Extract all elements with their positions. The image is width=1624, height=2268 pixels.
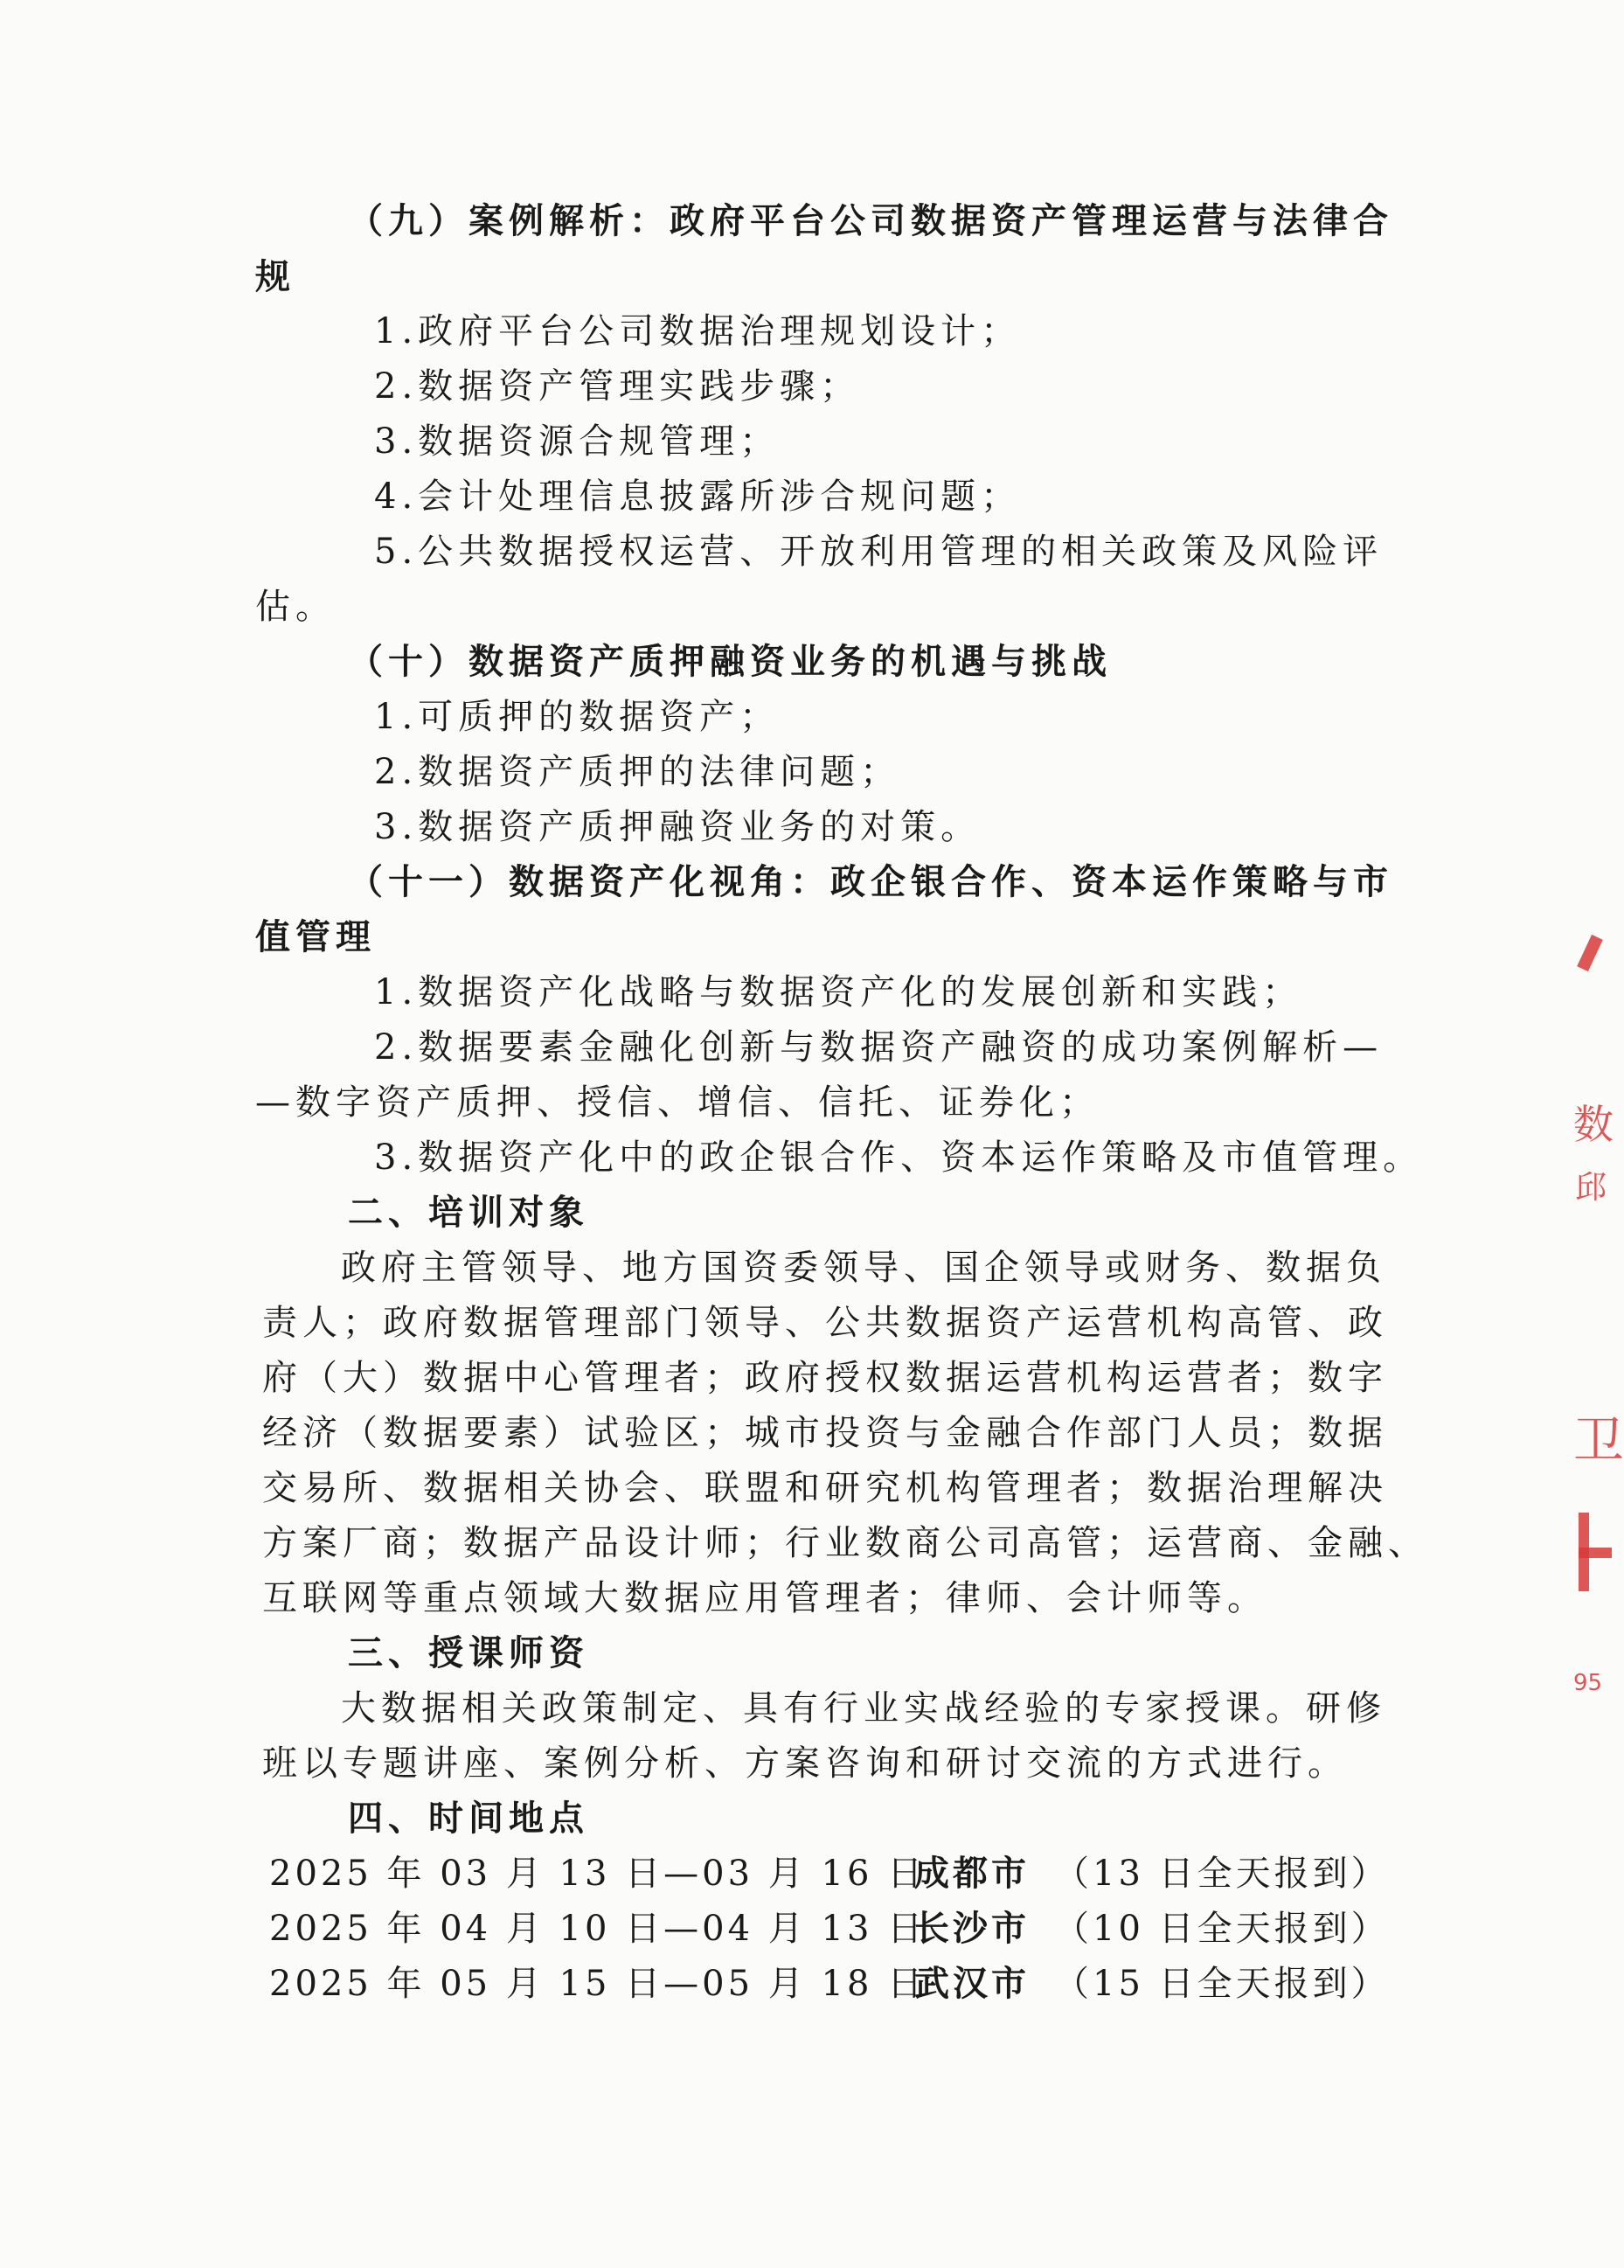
trainees-text: 府（大）数据中心管理者；政府授权数据运营机构运营者；数字	[262, 1358, 1388, 1398]
seal-glyph: 邱	[1575, 1170, 1607, 1206]
trainees-text: 政府主管领导、地方国资委领导、国企领导或财务、数据负	[341, 1248, 1386, 1288]
schedule-city: 长沙市	[914, 1908, 1030, 1949]
seal-stroke	[1577, 935, 1603, 971]
official-seal-fragment	[1568, 909, 1624, 1696]
section9-item: 2.数据资产管理实践步骤；	[374, 366, 861, 407]
schedule-note: （15 日全天报到）	[1054, 1964, 1390, 2004]
teachers-heading: 三、授课师资	[348, 1632, 589, 1673]
section9-item-cont: 估。	[255, 587, 336, 627]
schedule-city: 成都市	[914, 1853, 1030, 1894]
section10-item: 1.可质押的数据资产；	[374, 697, 781, 737]
trainees-heading: 二、培训对象	[348, 1192, 589, 1233]
section11-item: 1.数据资产化战略与数据资产化的发展创新和实践；	[374, 972, 1303, 1012]
trainees-text: 交易所、数据相关协会、联盟和研究机构管理者；数据治理解决	[262, 1468, 1388, 1508]
schedule-heading: 四、时间地点	[348, 1798, 589, 1839]
section9-item: 1.政府平台公司数据治理规划设计；	[374, 311, 1022, 351]
section9-item: 4.会计处理信息披露所涉合规问题；	[374, 477, 1022, 517]
section9-item: 5.公共数据授权运营、开放利用管理的相关政策及风险评	[374, 532, 1384, 572]
seal-glyph: 数	[1573, 1101, 1614, 1148]
seal-number: 95	[1573, 1670, 1603, 1696]
schedule-date: 2025 年 03 月 13 日—03 月 16 日	[269, 1854, 927, 1894]
schedule-note: （13 日全天报到）	[1054, 1854, 1390, 1894]
trainees-text: 方案厂商；数据产品设计师；行业数商公司高管；运营商、金融、	[262, 1523, 1428, 1563]
section11-item: 3.数据资产化中的政企银合作、资本运作策略及市值管理。	[374, 1137, 1424, 1178]
section10-item: 3.数据资产质押融资业务的对策。	[374, 807, 982, 847]
section9-item: 3.数据资源合规管理；	[374, 421, 781, 462]
section11-item-cont: —数字资产质押、授信、增信、信托、证券化；	[255, 1082, 1100, 1123]
section9-heading: （九）案例解析：政府平台公司数据资产管理运营与法律合	[348, 200, 1393, 241]
trainees-text: 互联网等重点领域大数据应用管理者；律师、会计师等。	[262, 1578, 1267, 1618]
teachers-text: 班以专题讲座、案例分析、方案咨询和研讨交流的方式进行。	[262, 1743, 1348, 1784]
schedule-date: 2025 年 04 月 10 日—04 月 13 日	[269, 1909, 927, 1949]
schedule-city: 武汉市	[914, 1963, 1030, 2004]
seal-glyph: 卫	[1573, 1410, 1624, 1470]
seal-stroke	[1579, 1548, 1612, 1558]
schedule-date: 2025 年 05 月 15 日—05 月 18 日	[269, 1964, 927, 2004]
section11-heading: （十一）数据资产化视角：政企银合作、资本运作策略与市	[348, 861, 1393, 902]
section10-heading: （十）数据资产质押融资业务的机遇与挑战	[348, 641, 1112, 682]
section9-heading-cont: 规	[255, 256, 295, 297]
schedule-note: （10 日全天报到）	[1054, 1909, 1390, 1949]
teachers-text: 大数据相关政策制定、具有行业实战经验的专家授课。研修	[341, 1688, 1386, 1729]
trainees-text: 经济（数据要素）试验区；城市投资与金融合作部门人员；数据	[262, 1413, 1388, 1453]
section11-item: 2.数据要素金融化创新与数据资产融资的成功案例解析—	[374, 1027, 1384, 1068]
trainees-text: 责人；政府数据管理部门领导、公共数据资产运营机构高管、政	[262, 1303, 1388, 1343]
section10-item: 2.数据资产质押的法律问题；	[374, 752, 901, 792]
section11-heading-cont: 值管理	[255, 916, 376, 957]
